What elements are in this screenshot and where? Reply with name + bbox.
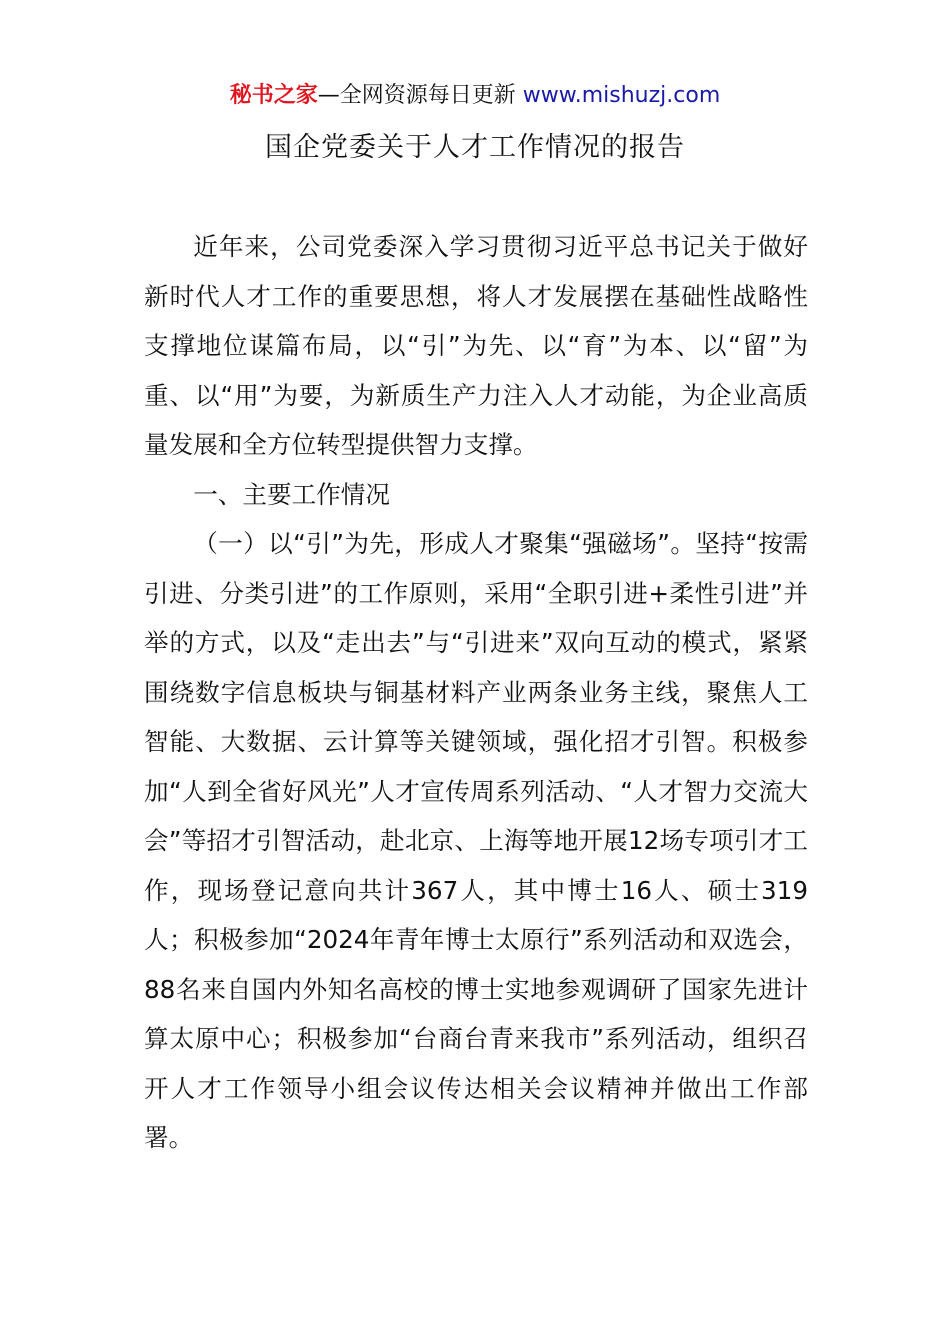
document-title: 国企党委关于人才工作情况的报告 [265,132,685,163]
subsection-paragraph: （一）以“引”为先，形成人才聚集“强磁场”。坚持“按需引进、分类引进”的工作原则，采用“全职引进+柔性引进”并举的方式，以及“走出去”与“引进来”双向互动的模式，紧紧围绕数字信息板块与铜基材料产业两条业务主线，聚焦人工智能、大数据、云计算等关键领域，强化招才引智。积极参加“人到全省好风光”人才宣传周系列活动、“人才智力交流大会”等招才引智活动，赴北京、上海等地开展12场专项引才工作，现场登记意向共计367人，其中博士16人、硕士319人；积极参加“2024年青年博士太原行”系列活动和双选会，88名来自国内外知名高校的博士实地参观调研了国家先进计算太原中心；积极参加“台商台青来我市”系列活动，组织召开人才工作领导小组会议传达相关会议精神并做出工作部署。 [144,529,808,1152]
site-url-link[interactable]: www.mishuzj.com [522,83,721,108]
site-header [0,80,950,112]
document-body [144,222,808,1163]
header-tagline: —全网资源每日更新 [317,83,516,108]
section-heading: 一、主要工作情况 [193,479,390,509]
intro-paragraph: 近年来，公司党委深入学习贯彻习近平总书记关于做好新时代人才工作的重要思想，将人才发展摆在基础性战略性支撑地位谋篇布局，以“引”为先、以“育”为本、以“留”为重、以“用”为要，为新质生产力注入人才动能，为企业高质量发展和全方位转型提供智力支撑。 [144,232,808,459]
brand-name: 秘书之家 [229,83,318,108]
